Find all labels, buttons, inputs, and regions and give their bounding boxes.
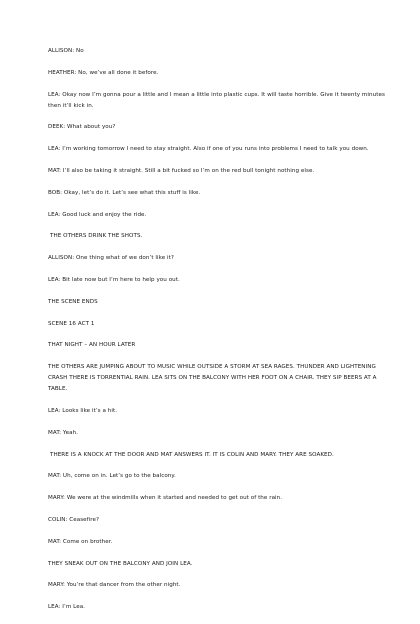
dialogue-line: MARY: We were at the windmills when it started and needed to get out of the rain. <box>48 495 283 502</box>
dialogue-line: LEA: I’m Lea. <box>48 604 86 611</box>
scene-heading: THAT NIGHT – AN HOUR LATER <box>48 342 136 349</box>
dialogue-line: MAT: I’ll also be taking it straight. Still a bit fucked so I’m on the red bull tonight nothing else. <box>48 167 315 174</box>
dialogue-line: LEA: Looks like it’s a hit. <box>48 407 118 414</box>
dialogue-line: MARY: You’re that dancer from the other night. <box>48 582 181 589</box>
dialogue-line: ALLISON: One thing what of we don’t like it? <box>48 255 174 262</box>
dialogue-line: MAT: Yeah. <box>48 429 79 436</box>
script-text <box>48 46 388 624</box>
dialogue-line: BOB: Okay, let’s do it. Let’s see what this stuff is like. <box>48 189 201 196</box>
dialogue-line: LEA: Okay now I’m gonna pour a little and I mean a little into plastic cups. It will taste horrible. Give it twenty minutes then it’ll kick in. <box>48 91 385 109</box>
dialogue-line: DEEK: What about you? <box>48 124 116 131</box>
scene-heading: SCENE 16 ACT 1 <box>48 320 95 327</box>
stage-direction: THE SCENE ENDS <box>48 298 98 305</box>
dialogue-line: MAT: Come on brother. <box>48 538 113 545</box>
dialogue-line: LEA: Good luck and enjoy the ride. <box>48 211 147 218</box>
dialogue-line: COLIN: Ceasefire? <box>48 516 100 523</box>
dialogue-line: LEA: I’m working tomorrow I need to stay straight. Also if one of you runs into problems I need to talk you down. <box>48 146 369 153</box>
dialogue-line: ALLISON: No <box>48 48 84 54</box>
dialogue-line: HEATHER: No, we’ve all done it before. <box>48 69 159 76</box>
stage-direction: THE OTHERS ARE JUMPING ABOUT TO MUSIC WHILE OUTSIDE A STORM AT SEA RAGES. THUNDER AND LIGHTENING CRASH THERE IS TORRENTIAL RAIN. LEA SITS ON THE BALCONY WITH HER FOOT ON A CHAIR. THEY SIP BEERS AT A TABLE. <box>48 364 377 393</box>
dialogue-line: MAT: Uh, come on in. Let’s go to the balcony. <box>48 473 176 480</box>
stage-direction: THEY SNEAK OUT ON THE BALCONY AND JOIN LEA. <box>48 560 193 567</box>
dialogue-line: LEA: Bit late now but I’m here to help you out. <box>48 276 180 283</box>
stage-direction: THE OTHERS DRINK THE SHOTS. <box>50 233 143 240</box>
stage-direction: THERE IS A KNOCK AT THE DOOR AND MAT ANSWERS IT. IT IS COLIN AND MARY. THEY ARE SOAKED. <box>50 451 334 458</box>
